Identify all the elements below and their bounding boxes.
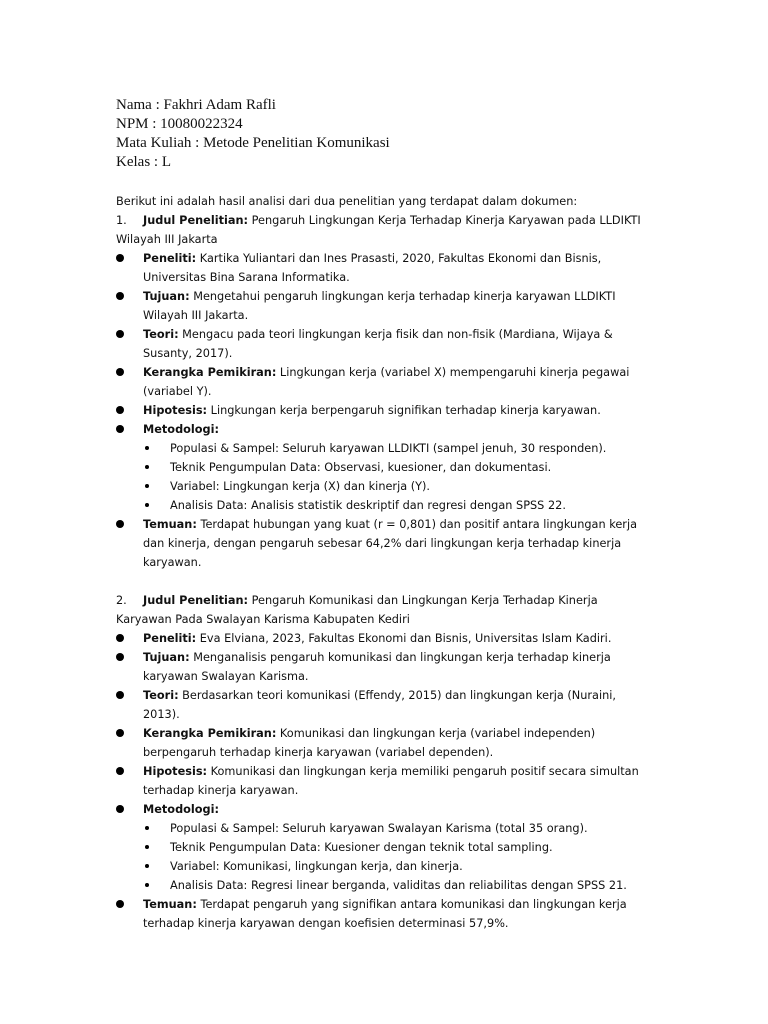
study-1 (116, 211, 656, 572)
small-bullet-icon (145, 845, 149, 849)
list-item-kerangka (116, 363, 656, 401)
tujuan-label: Tujuan: (143, 651, 190, 664)
document-body (116, 192, 656, 933)
study-number: 1. (116, 214, 127, 227)
list-item-hipotesis (116, 762, 656, 800)
bullet-icon (116, 425, 124, 433)
list-item-tujuan (116, 287, 656, 325)
hipotesis-text: Komunikasi dan lingkungan kerja memiliki pengaruh positif secara simultan terhadap kinerja karyawan. (143, 765, 639, 797)
kerangka-text: Komunikasi dan lingkungan kerja (variabel independen) berpengaruh terhadap kinerja karyawan (variabel dependen). (143, 727, 596, 759)
study-title (116, 591, 656, 629)
bullet-icon (116, 767, 124, 775)
tujuan-text: Menganalisis pengaruh komunikasi dan lingkungan kerja terhadap kinerja karyawan Swalayan Karisma. (143, 651, 611, 683)
list-item-teori (116, 325, 656, 363)
hipotesis-text: Lingkungan kerja berpengaruh signifikan terhadap kinerja karyawan. (207, 404, 601, 417)
hipotesis-label: Hipotesis: (143, 404, 208, 417)
list-item-peneliti (116, 629, 656, 648)
sub-item-text: Teknik Pengumpulan Data: Kuesioner dengan teknik total sampling. (170, 841, 553, 854)
list-item-temuan (116, 515, 656, 572)
intro-text: Berikut ini adalah hasil analisi dari dua penelitian yang terdapat dalam dokumen: (116, 195, 578, 208)
sub-list-item (143, 857, 656, 876)
sub-list-item (143, 876, 656, 895)
small-bullet-icon (145, 883, 149, 887)
bullet-icon (116, 691, 124, 699)
student-name: Nama : Fakhri Adam Rafli (116, 97, 276, 113)
small-bullet-icon (145, 465, 149, 469)
title-text: Pengaruh Lingkungan Kerja Terhadap Kinerja Karyawan pada LLDIKTI Wilayah III Jakarta (116, 214, 641, 246)
bullet-icon (116, 634, 124, 642)
sub-list-item (143, 439, 656, 458)
list-item-metodologi (116, 420, 656, 515)
sub-list-item (143, 496, 656, 515)
teori-text: Mengacu pada teori lingkungan kerja fisik dan non-fisik (Mardiana, Wijaya & Susanty, 2017). (143, 328, 613, 360)
student-npm: NPM : 10080022324 (116, 116, 243, 132)
temuan-text: Terdapat hubungan yang kuat (r = 0,801) dan positif antara lingkungan kerja dan kinerja, dengan pengaruh sebesar 64,2% dari lingkungan kerja terhadap kinerja karyawan. (143, 518, 638, 569)
bullet-icon (116, 330, 124, 338)
peneliti-text: Eva Elviana, 2023, Fakultas Ekonomi dan Bisnis, Universitas Islam Kadiri. (196, 632, 612, 645)
teori-label: Teori: (143, 328, 179, 341)
bullet-icon (116, 406, 124, 414)
bullet-icon (116, 520, 124, 528)
study-details (116, 249, 656, 572)
bullet-icon (116, 368, 124, 376)
small-bullet-icon (145, 503, 149, 507)
temuan-text: Terdapat pengaruh yang signifikan antara komunikasi dan lingkungan kerja terhadap kinerja karyawan dengan koefisien determinasi 57,9%. (143, 898, 627, 930)
bullet-icon (116, 653, 124, 661)
list-item-tujuan (116, 648, 656, 686)
title-text: Pengaruh Komunikasi dan Lingkungan Kerja Terhadap Kinerja Karyawan Pada Swalayan Karisma Kabupaten Kediri (116, 594, 598, 626)
title-label: Judul Penelitian: (143, 594, 249, 607)
sub-list-item (143, 477, 656, 496)
small-bullet-icon (145, 484, 149, 488)
sub-item-text: Analisis Data: Analisis statistik deskriptif dan regresi dengan SPSS 22. (170, 499, 566, 512)
list-item-temuan (116, 895, 656, 933)
teori-text: Berdasarkan teori komunikasi (Effendy, 2015) dan lingkungan kerja (Nuraini, 2013). (143, 689, 616, 721)
student-info (116, 96, 656, 172)
bullet-icon (116, 292, 124, 300)
bullet-icon (116, 900, 124, 908)
sub-item-text: Variabel: Komunikasi, lingkungan kerja, dan kinerja. (170, 860, 463, 873)
study-title (116, 211, 656, 249)
sub-list-item (143, 838, 656, 857)
course-name: Mata Kuliah : Metode Penelitian Komunikasi (116, 135, 390, 151)
bullet-icon (116, 729, 124, 737)
sub-list-item (143, 458, 656, 477)
kerangka-text: Lingkungan kerja (variabel X) mempengaruhi kinerja pegawai (variabel Y). (143, 366, 630, 398)
hipotesis-label: Hipotesis: (143, 765, 208, 778)
metodologi-label: Metodologi: (143, 803, 220, 816)
small-bullet-icon (145, 826, 149, 830)
sub-item-text: Populasi & Sampel: Seluruh karyawan LLDIKTI (sampel jenuh, 30 responden). (170, 442, 607, 455)
sub-item-text: Analisis Data: Regresi linear berganda, validitas dan reliabilitas dengan SPSS 21. (170, 879, 627, 892)
teori-label: Teori: (143, 689, 179, 702)
peneliti-label: Peneliti: (143, 632, 197, 645)
study-2 (116, 591, 656, 933)
metodologi-label: Metodologi: (143, 423, 220, 436)
sub-item-text: Variabel: Lingkungan kerja (X) dan kinerja (Y). (170, 480, 431, 493)
study-number: 2. (116, 594, 127, 607)
title-label: Judul Penelitian: (143, 214, 249, 227)
sub-list-item (143, 819, 656, 838)
temuan-label: Temuan: (143, 518, 197, 531)
kerangka-label: Kerangka Pemikiran: (143, 727, 277, 740)
peneliti-label: Peneliti: (143, 252, 197, 265)
list-item-peneliti (116, 249, 656, 287)
list-item-hipotesis (116, 401, 656, 420)
list-item-kerangka (116, 724, 656, 762)
metodologi-sublist (143, 819, 656, 895)
document-page (116, 96, 656, 933)
sub-item-text: Populasi & Sampel: Seluruh karyawan Swalayan Karisma (total 35 orang). (170, 822, 588, 835)
list-item-metodologi (116, 800, 656, 895)
tujuan-text: Mengetahui pengaruh lingkungan kerja terhadap kinerja karyawan LLDIKTI Wilayah III Jakarta. (143, 290, 616, 322)
bullet-icon (116, 805, 124, 813)
small-bullet-icon (145, 864, 149, 868)
peneliti-text: Kartika Yuliantari dan Ines Prasasti, 2020, Fakultas Ekonomi dan Bisnis, Universitas Bina Sarana Informatika. (143, 252, 602, 284)
kerangka-label: Kerangka Pemikiran: (143, 366, 277, 379)
temuan-label: Temuan: (143, 898, 197, 911)
bullet-icon (116, 254, 124, 262)
class-name: Kelas : L (116, 154, 171, 170)
sub-item-text: Teknik Pengumpulan Data: Observasi, kuesioner, dan dokumentasi. (170, 461, 552, 474)
metodologi-sublist (143, 439, 656, 515)
study-details (116, 629, 656, 933)
list-item-teori (116, 686, 656, 724)
small-bullet-icon (145, 446, 149, 450)
tujuan-label: Tujuan: (143, 290, 190, 303)
